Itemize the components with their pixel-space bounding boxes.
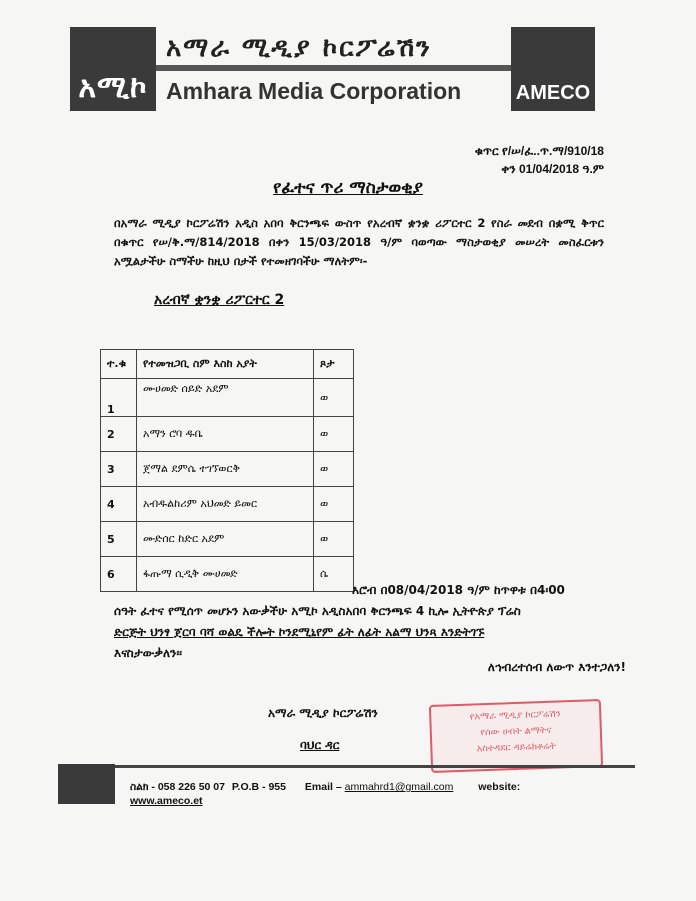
row-sex: ወ [314, 452, 354, 487]
table-row [101, 417, 354, 452]
row-name: ፋጡማ ሲዲቅ ሙሀመድ [137, 557, 314, 592]
footer-phone: ስልክ - 058 226 50 07 [130, 781, 225, 793]
row-number: 5 [101, 522, 137, 557]
footer-email-link[interactable]: ammahrd1@gmail.com [344, 781, 454, 793]
header-name: የተመዝጋቢ ስም እስከ አያት [137, 350, 314, 379]
footer-pob: P.O.B - 955 [231, 781, 286, 793]
row-sex: ወ [314, 379, 354, 417]
row-name: ጀማል ደምሴ ተገኘወርቅ [137, 452, 314, 487]
row-name: አማን ሮባ ዱቤ [137, 417, 314, 452]
exam-date-line: እሮብ በ08/04/2018 ዓ/ም ከጥዋቱ በ4፡00 [352, 583, 565, 597]
ameco-logo [70, 27, 156, 111]
row-number: 1 [101, 379, 137, 417]
notice-closing-line: እናስታውቃለን፡፡ [114, 646, 182, 660]
table-row [101, 452, 354, 487]
stamp-line: የሰው ሀብት ልማትና [480, 724, 552, 739]
exam-location-line: ሰዓት ፈተና የሚሰጥ መሆኑን አውቃችሁ አሚኮ አዲስአበባ ቅርንጫፍ 4 ኪሎ ኢትዮጵያ ፕሬስ [114, 604, 521, 618]
intro-paragraph: በአማራ ሚዲያ ኮርፖሬሽን አዲስ አበባ ቅርንጫፍ ውስጥ የአረብኛ ቋንቋ ሪፖርተር 2 የስራ መደብ በቋሚ ቅጥር በቁጥር የሠ/ቅ.ማ/814/2018 በቀን 15/03/2018 ዓ/ም ባወጣው ማስታወቂያ መሠረት መስፈርቱን አሟልታችሁ ስማችሁ ከዚህ በታች የተመዘገባችሁ ማለትም፡- [114, 216, 604, 268]
header-divider [156, 65, 512, 71]
reference-date: ቀን 01/04/2018 ዓ.ም [501, 162, 604, 176]
header-sex: ጾታ [314, 350, 354, 379]
signature-org: አማራ ሚዲያ ኮርፖሬሽን [268, 706, 378, 720]
logo-text: አሚኮ [78, 70, 148, 105]
row-number: 2 [101, 417, 137, 452]
footer-website-label: website: [478, 781, 521, 793]
official-stamp [429, 699, 603, 773]
table-row [101, 487, 354, 522]
row-name: ሙድሰር ከድር አደም [137, 522, 314, 557]
row-name: ሙሀመድ ሰይድ አደም [137, 379, 314, 417]
table-row [101, 379, 354, 417]
position-title: አረብኛ ቋንቋ ሪፖርተር 2 [154, 292, 285, 308]
table-header-row [101, 350, 354, 379]
footer-contacts [130, 781, 520, 794]
exam-address-line: ድርጅት ህንፃ ጀርባ ባሻ ወልዴ ችሎት ኮንደሚኒየም ፊት ለፊት አልማ ህንጻ እንድትገኙ [114, 625, 485, 639]
org-name-amharic: አማራ ሚዲያ ኮርፖሬሽን [166, 33, 432, 63]
footer-email-label: Email – [304, 781, 342, 793]
row-sex: ሴ [314, 557, 354, 592]
row-number: 6 [101, 557, 137, 592]
document-title: የፈተና ጥሪ ማስታወቂያ [273, 178, 423, 198]
signature-city: ባህር ዳር [300, 738, 340, 752]
org-name-english: Amhara Media Corporation [166, 78, 462, 104]
motto: ለኅብረተሰብ ለውጥ እንተጋለን! [487, 660, 626, 674]
footer-website-link[interactable]: www.ameco.et [130, 795, 203, 807]
acronym-text: AMECO [515, 82, 591, 104]
row-number: 3 [101, 452, 137, 487]
footer-logo-block [58, 764, 115, 804]
stamp-line: የአማራ ሚዲያ ኮርፖሬሽን [469, 708, 561, 723]
stamp-line: አስተዳደር ዳይሬክቶሬት [476, 740, 557, 755]
row-number: 4 [101, 487, 137, 522]
candidates-table [100, 349, 354, 592]
exam-notice [114, 580, 634, 664]
table-row [101, 522, 354, 557]
row-name: አብዱልከሪም አህመድ ይመር [137, 487, 314, 522]
row-sex: ወ [314, 417, 354, 452]
reference-number: ቁጥር የ/ሠ/ፈ..ጥ.ማ/910/18 [474, 144, 604, 158]
footer-divider [115, 765, 635, 768]
row-sex: ወ [314, 487, 354, 522]
row-sex: ወ [314, 522, 354, 557]
acronym-badge [511, 27, 595, 111]
header-number: ተ.ቁ [101, 350, 137, 379]
